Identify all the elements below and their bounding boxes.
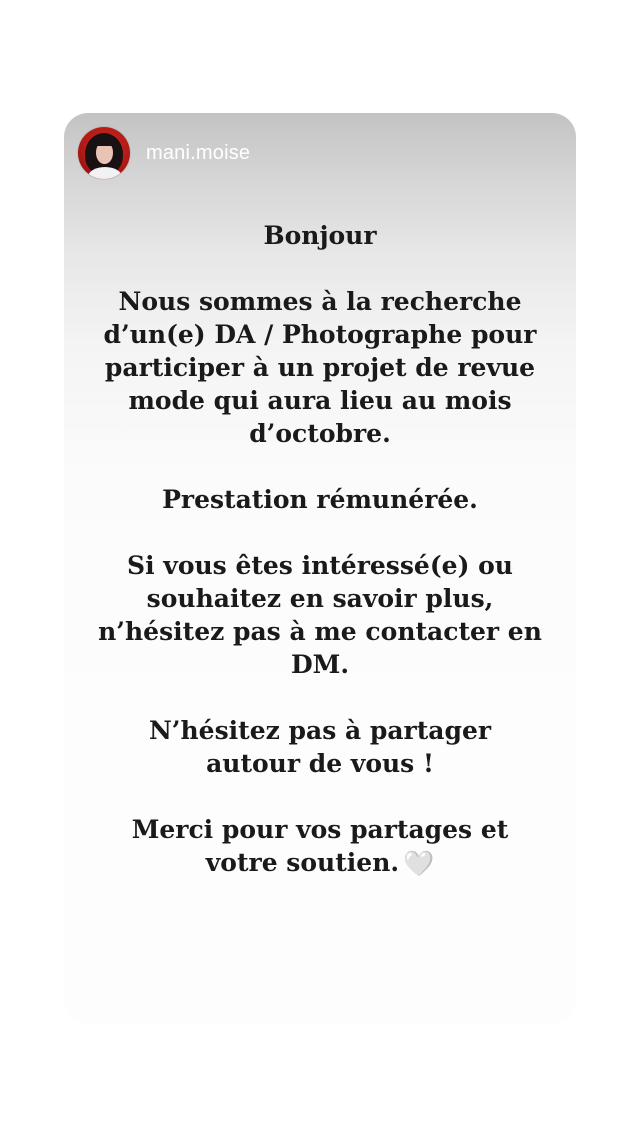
message-line: autour de vous ! xyxy=(206,749,434,778)
message-line: n’hésitez pas à me contacter en xyxy=(98,617,542,646)
white-heart-icon: 🤍 xyxy=(403,849,435,878)
message-line: d’un(e) DA / Photographe pour xyxy=(103,320,537,349)
message-line: N’hésitez pas à partager xyxy=(148,716,492,745)
message-line: souhaitez en savoir plus, xyxy=(146,584,494,613)
message-line-with-heart xyxy=(84,846,556,880)
message-line: mode qui aura lieu au mois xyxy=(128,386,512,415)
avatar[interactable] xyxy=(78,127,130,179)
story-header xyxy=(78,127,250,179)
paragraph-gap xyxy=(84,252,556,285)
message-line: Merci pour vos partages et xyxy=(131,815,509,844)
shared-story-card[interactable] xyxy=(64,113,576,1025)
username[interactable]: mani.moise xyxy=(146,141,251,164)
message-line: d’octobre. xyxy=(249,419,391,448)
message-line: Bonjour xyxy=(263,221,377,250)
message-line: participer à un projet de revue xyxy=(104,353,536,382)
paragraph-gap xyxy=(84,516,556,549)
story-message xyxy=(84,219,556,880)
message-line: Si vous êtes intéressé(e) ou xyxy=(127,551,513,580)
paragraph-gap xyxy=(84,780,556,813)
message-line: votre soutien. xyxy=(205,848,400,877)
paragraph-gap xyxy=(84,681,556,714)
message-line: Nous sommes à la recherche xyxy=(118,287,522,316)
message-line: Prestation rémunérée. xyxy=(162,485,478,514)
paragraph-gap xyxy=(84,450,556,483)
message-line: DM. xyxy=(290,650,350,679)
avatar-bangs xyxy=(94,138,115,146)
